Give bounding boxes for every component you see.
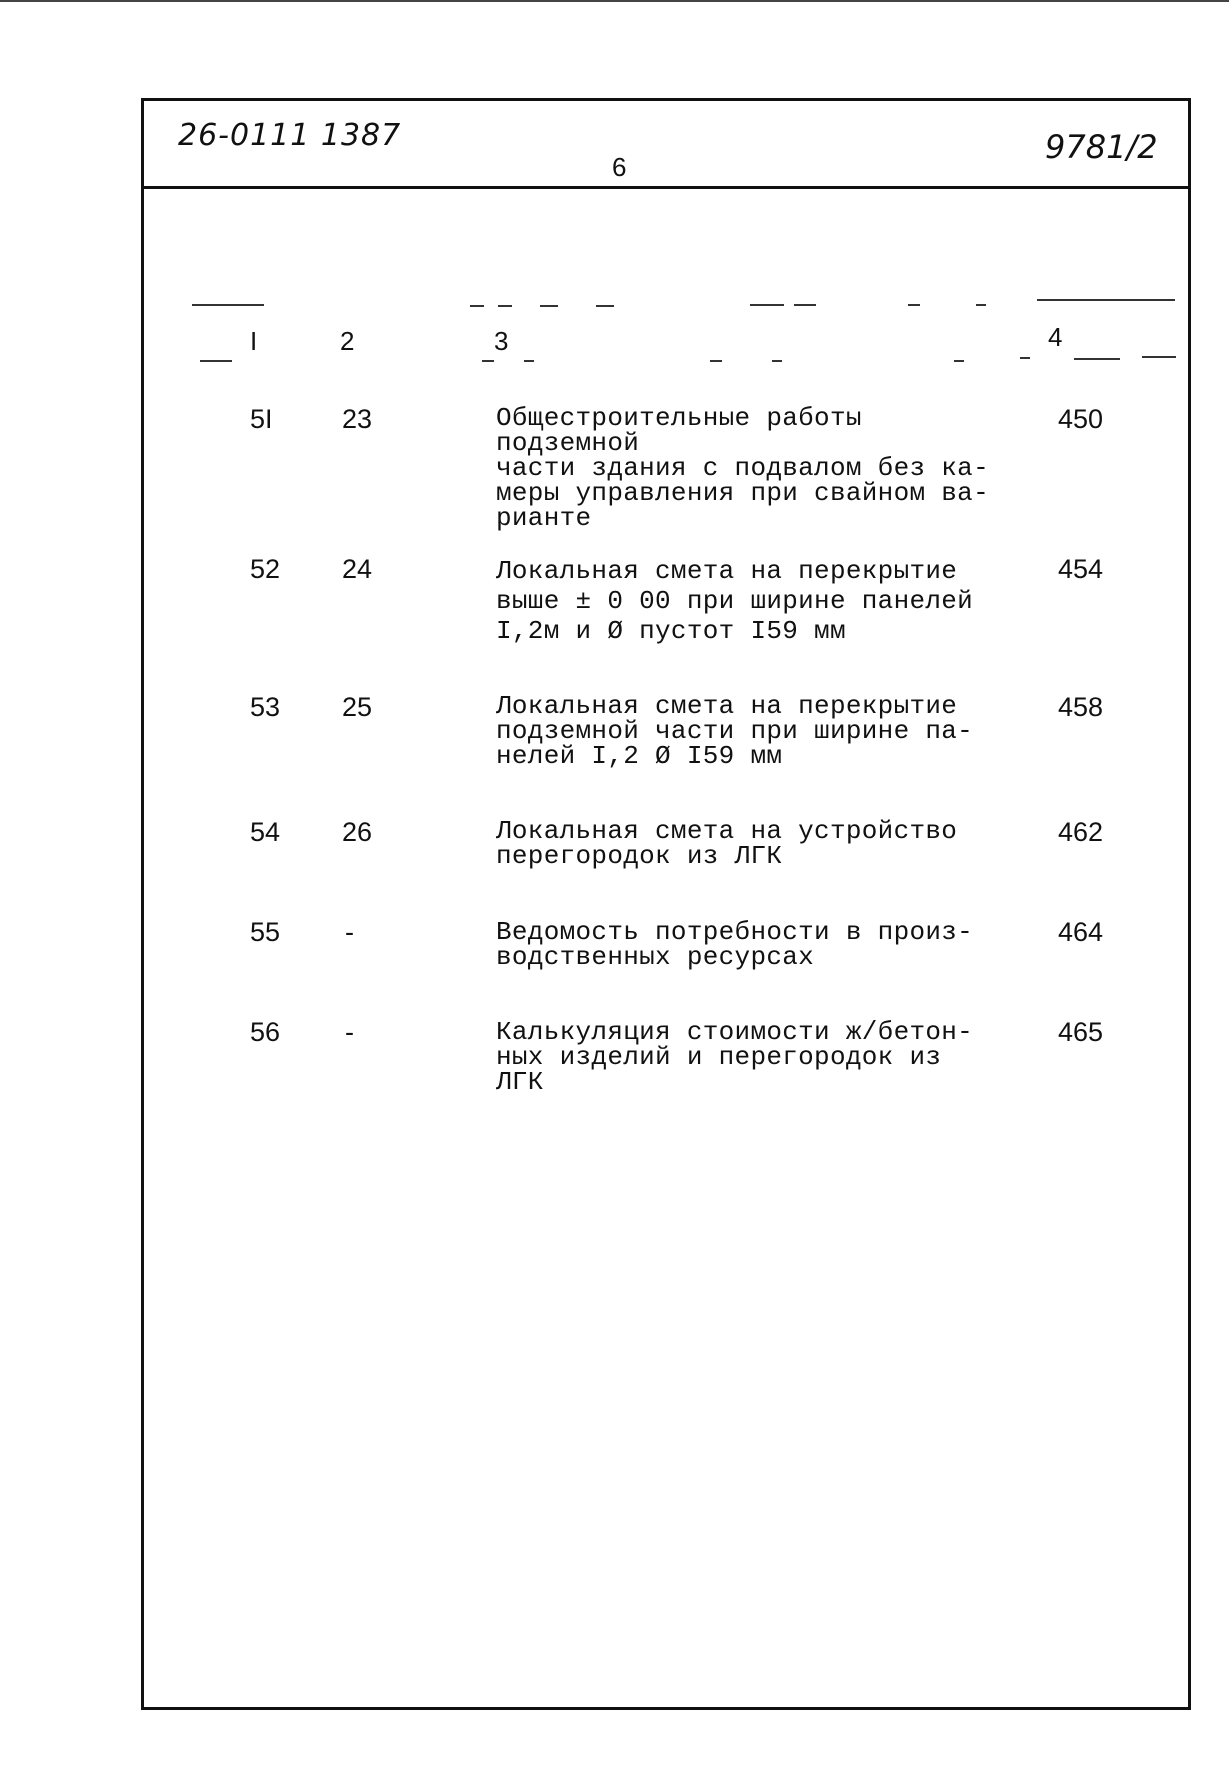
document-code: 26-0111 1387 bbox=[178, 118, 402, 153]
row-title: Локальная смета на перекрытие подземной части при ширине па- нелей I,2 Ø I59 мм bbox=[496, 691, 974, 771]
row-reference: - bbox=[345, 1017, 354, 1047]
header-dash bbox=[192, 304, 264, 306]
row-title: Общестроительные работы подземной части здания с подвалом без ка- меры управления при свайном ва- рианте bbox=[496, 403, 989, 533]
row-number: 53 bbox=[250, 692, 281, 722]
column-dash bbox=[1142, 356, 1176, 358]
header-dash bbox=[976, 304, 986, 306]
header-dash bbox=[794, 304, 816, 306]
row-page: 454 bbox=[1058, 554, 1104, 584]
column-dash bbox=[524, 360, 534, 362]
column-number-2: 2 bbox=[340, 326, 355, 356]
header-divider bbox=[141, 186, 1191, 189]
row-page: 464 bbox=[1058, 917, 1104, 947]
sheet-number: 9781/2 bbox=[1045, 128, 1158, 166]
row-reference: 25 bbox=[342, 692, 373, 722]
row-number: 54 bbox=[250, 817, 281, 847]
row-page: 458 bbox=[1058, 692, 1104, 722]
row-reference: 24 bbox=[342, 554, 373, 584]
header-dash bbox=[1037, 299, 1175, 301]
top-edge-rule bbox=[0, 0, 1229, 2]
column-dash bbox=[1020, 357, 1030, 359]
header-dash bbox=[750, 304, 784, 306]
row-number: 55 bbox=[250, 917, 281, 947]
row-reference: 23 bbox=[342, 404, 373, 434]
header-dash bbox=[470, 305, 484, 307]
column-number-1: I bbox=[250, 326, 258, 356]
row-number: 56 bbox=[250, 1017, 281, 1047]
header-dash bbox=[540, 305, 558, 307]
row-number: 52 bbox=[250, 554, 281, 584]
header-dash bbox=[908, 304, 920, 306]
column-dash bbox=[772, 360, 782, 362]
column-dash bbox=[710, 360, 722, 362]
row-page: 462 bbox=[1058, 817, 1104, 847]
column-dash bbox=[1074, 358, 1120, 360]
header-dash bbox=[596, 305, 614, 307]
row-reference: 26 bbox=[342, 817, 373, 847]
column-dash bbox=[482, 360, 494, 362]
row-page: 450 bbox=[1058, 404, 1104, 434]
document-frame bbox=[141, 98, 1191, 1710]
column-number-4: 4 bbox=[1048, 322, 1063, 352]
column-dash bbox=[200, 360, 232, 362]
page-number: 6 bbox=[612, 152, 627, 182]
row-title: Ведомость потребности в произ- водственных ресурсах bbox=[496, 917, 974, 972]
row-title: Локальная смета на устройство перегородок из ЛГК bbox=[496, 816, 958, 871]
row-title: Калькуляция стоимости ж/бетон- ных изделий и перегородок из ЛГК bbox=[496, 1017, 974, 1097]
header-dash bbox=[498, 305, 512, 307]
row-number: 5I bbox=[250, 404, 273, 434]
row-page: 465 bbox=[1058, 1017, 1104, 1047]
column-number-3: 3 bbox=[494, 326, 509, 356]
row-title: Локальная смета на перекрытие выше ± 0 00 при ширине панелей I,2м и Ø пустот I59 мм bbox=[496, 556, 974, 646]
column-dash bbox=[954, 360, 964, 362]
row-reference: - bbox=[345, 917, 354, 947]
